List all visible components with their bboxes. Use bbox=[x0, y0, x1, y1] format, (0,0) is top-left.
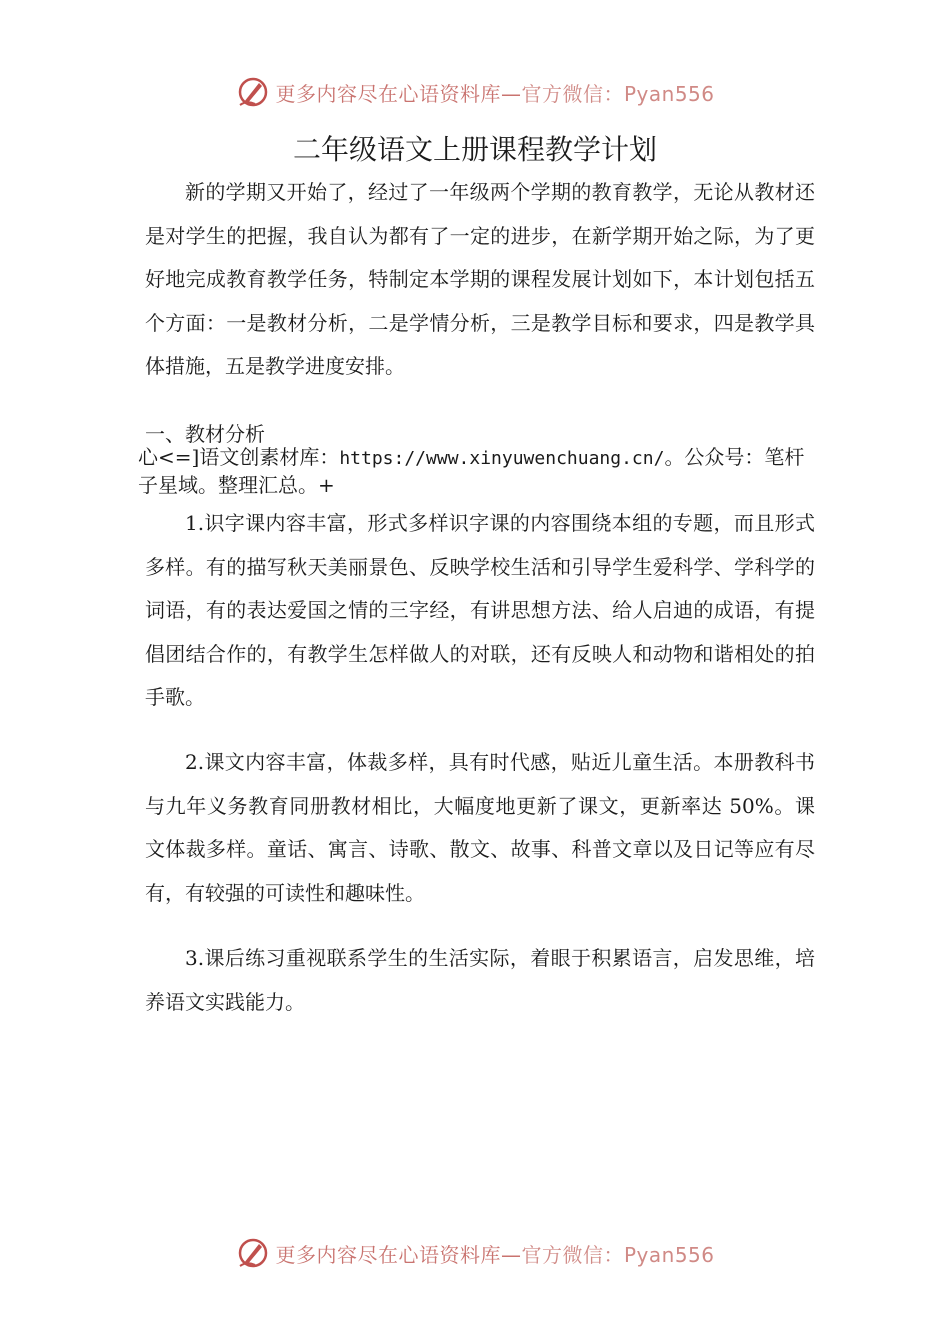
banner-text bbox=[275, 78, 714, 107]
source-note-prefix: 心<=]语文创素材库： bbox=[138, 445, 340, 469]
header-banner bbox=[0, 72, 950, 112]
analysis-item-1: 1.识字课内容丰富，形式多样识字课的内容围绕本组的专题，而且形式多样。有的描写秋天美丽景色、反映学校生活和引导学生爱科学、学科学的词语，有的表达爱国之情的三字经，有讲思想方法、给人启迪的成语，有提倡团结合作的，有教学生怎样做人的对联，还有反映人和动物和谐相处的拍手歌。 bbox=[145, 511, 815, 710]
footer-banner bbox=[0, 1233, 950, 1273]
section-heading-textbook-analysis: 一、教材分析 bbox=[145, 422, 265, 446]
document-title: 二年级语文上册课程教学计划 bbox=[292, 133, 657, 166]
banner-text bbox=[275, 1239, 714, 1268]
banner-wechat-id: Pyan556 bbox=[623, 81, 715, 106]
source-note-url: https://www.xinyuwenchuang.cn/ bbox=[339, 448, 665, 469]
banner-site-name: 更多内容尽在心语资料库— bbox=[275, 81, 522, 106]
source-note bbox=[138, 444, 823, 499]
banner-wechat-label: 官方微信： bbox=[521, 81, 624, 106]
analysis-item-2: 2.课文内容丰富，体裁多样，具有时代感，贴近儿童生活。本册教科书与九年义务教育同册教材相比，大幅度地更新了课文，更新率达 50%。课文体裁多样。童话、寓言、诗歌、散文、故事、科普文章以及日记等应有尽有，有较强的可读性和趣味性。 bbox=[145, 750, 815, 905]
analysis-item-3: 3.课后练习重视联系学生的生活实际，着眼于积累语言，启发思维，培养语文实践能力。 bbox=[145, 946, 815, 1014]
intro-paragraph: 新的学期又开始了，经过了一年级两个学期的教育教学，无论从教材还是对学生的把握，我自认为都有了一定的进步，在新学期开始之际，为了更好地完成教育教学任务，特制定本学期的课程发展计划如下，本计划包括五个方面：一是教材分析，二是学情分析，三是教学目标和要求，四是教学具体措施，五是教学进度安排。 bbox=[145, 180, 815, 379]
source-note-suffix: 。公众号：笔杆子星域。整理汇总。+ bbox=[138, 445, 805, 497]
banner-site-name: 更多内容尽在心语资料库— bbox=[275, 1242, 522, 1267]
pen-circle-logo-icon bbox=[235, 1235, 271, 1271]
banner-wechat-label: 官方微信： bbox=[521, 1242, 624, 1267]
pen-circle-logo-icon bbox=[235, 74, 271, 110]
banner-wechat-id: Pyan556 bbox=[623, 1242, 715, 1267]
